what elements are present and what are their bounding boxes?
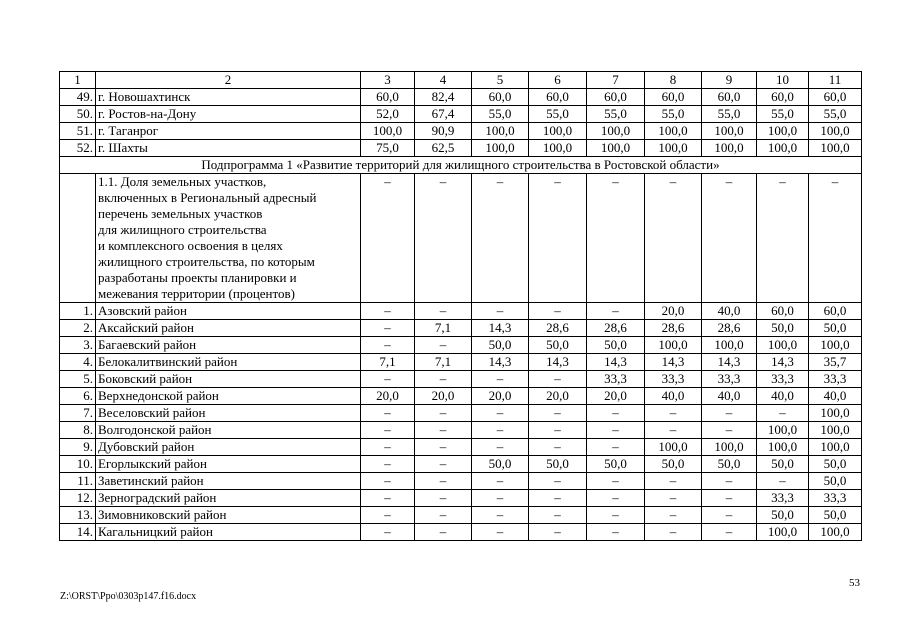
value-cell: – [645, 524, 702, 541]
value-cell: 60,0 [757, 303, 809, 320]
value-cell: 28,6 [645, 320, 702, 337]
value-cell: – [415, 524, 472, 541]
indicator-line: жилищного строительства, по которым [98, 254, 315, 269]
value-cell: 55,0 [587, 106, 645, 123]
value-cell: 100,0 [645, 123, 702, 140]
value-cell: – [702, 490, 757, 507]
row-name: г. Ростов-на-Дону [96, 106, 361, 123]
value-cell: – [415, 456, 472, 473]
indicator-line: разработаны проекты планировки и [98, 270, 297, 285]
row-number: 10. [60, 456, 96, 473]
table-row [60, 473, 862, 490]
value-cell: 50,0 [472, 456, 529, 473]
row-name: Белокалитвинский район [96, 354, 361, 371]
value-cell: 100,0 [809, 405, 862, 422]
value-cell: 100,0 [809, 524, 862, 541]
row-name: Дубовский район [96, 439, 361, 456]
value-cell: – [472, 490, 529, 507]
table-row [60, 140, 862, 157]
row-name: Багаевский район [96, 337, 361, 354]
value-cell: 100,0 [361, 123, 415, 140]
table-row [60, 439, 862, 456]
row-number: 8. [60, 422, 96, 439]
value-cell: – [472, 439, 529, 456]
page-number: 53 [849, 577, 860, 589]
value-cell: – [587, 524, 645, 541]
value-cell: – [529, 422, 587, 439]
value-cell: 100,0 [702, 439, 757, 456]
value-cell: 28,6 [702, 320, 757, 337]
value-cell: – [645, 422, 702, 439]
value-cell: – [415, 337, 472, 354]
value-cell: – [529, 507, 587, 524]
value-cell: 50,0 [809, 473, 862, 490]
indicator-line: и комплексного освоения в целях [98, 238, 283, 253]
value-cell: 50,0 [529, 456, 587, 473]
row-number: 51. [60, 123, 96, 140]
value-cell: 60,0 [809, 89, 862, 106]
value-cell: 100,0 [645, 439, 702, 456]
table-row [60, 456, 862, 473]
value-cell: 60,0 [757, 89, 809, 106]
value-cell: – [702, 507, 757, 524]
value-cell: – [472, 507, 529, 524]
row-number: 7. [60, 405, 96, 422]
column-header: 10 [757, 72, 809, 89]
value-cell: – [645, 473, 702, 490]
table-row [60, 507, 862, 524]
value-cell: – [587, 473, 645, 490]
subprogram-row [60, 157, 862, 174]
row-name: Волгодонской район [96, 422, 361, 439]
row-name: Боковский район [96, 371, 361, 388]
value-cell: – [415, 439, 472, 456]
value-cell: – [361, 405, 415, 422]
row-name: Кагальницкий район [96, 524, 361, 541]
value-cell: – [472, 174, 529, 303]
value-cell: 50,0 [529, 337, 587, 354]
value-cell: 100,0 [702, 337, 757, 354]
indicator-row [60, 174, 862, 303]
value-cell: 50,0 [757, 507, 809, 524]
value-cell: – [587, 439, 645, 456]
table-row [60, 422, 862, 439]
table-row [60, 388, 862, 405]
value-cell: 60,0 [472, 89, 529, 106]
table-row [60, 524, 862, 541]
row-name: г. Шахты [96, 140, 361, 157]
table-row [60, 123, 862, 140]
indicator-line: включенных в Региональный адресный [98, 190, 317, 205]
value-cell: 14,3 [645, 354, 702, 371]
header-row [60, 72, 862, 89]
value-cell: 55,0 [472, 106, 529, 123]
value-cell: 55,0 [529, 106, 587, 123]
value-cell: – [415, 507, 472, 524]
value-cell: – [529, 371, 587, 388]
table-row [60, 89, 862, 106]
value-cell: – [757, 473, 809, 490]
value-cell: – [645, 507, 702, 524]
column-header: 11 [809, 72, 862, 89]
value-cell: 100,0 [702, 140, 757, 157]
indicator-name [96, 174, 361, 303]
value-cell: 50,0 [587, 337, 645, 354]
value-cell: – [529, 524, 587, 541]
value-cell: 20,0 [529, 388, 587, 405]
value-cell: 20,0 [587, 388, 645, 405]
file-path: Z:\ORST\Ppo\0303p147.f16.docx [60, 591, 197, 602]
value-cell: 50,0 [702, 456, 757, 473]
value-cell: 35,7 [809, 354, 862, 371]
value-cell: 50,0 [472, 337, 529, 354]
value-cell: 100,0 [472, 140, 529, 157]
value-cell: 100,0 [757, 422, 809, 439]
column-header: 4 [415, 72, 472, 89]
value-cell: 7,1 [415, 320, 472, 337]
column-header: 6 [529, 72, 587, 89]
table-row [60, 320, 862, 337]
value-cell: 50,0 [809, 320, 862, 337]
value-cell: – [529, 473, 587, 490]
value-cell: 50,0 [587, 456, 645, 473]
indicator-line: межевания территории (процентов) [98, 286, 295, 301]
table-row [60, 106, 862, 123]
value-cell: 67,4 [415, 106, 472, 123]
row-number [60, 174, 96, 303]
value-cell: – [361, 490, 415, 507]
value-cell: 82,4 [415, 89, 472, 106]
indicator-line: для жилищного строительства [98, 222, 267, 237]
row-number: 50. [60, 106, 96, 123]
value-cell: 33,3 [587, 371, 645, 388]
row-number: 11. [60, 473, 96, 490]
value-cell: – [645, 174, 702, 303]
subprogram-title: Подпрограмма 1 «Развитие территорий для жилищного строительства в Ростовской области» [60, 157, 862, 174]
value-cell: – [645, 405, 702, 422]
value-cell: 100,0 [757, 337, 809, 354]
value-cell: 20,0 [415, 388, 472, 405]
value-cell: 7,1 [415, 354, 472, 371]
value-cell: 100,0 [702, 123, 757, 140]
value-cell: 33,3 [757, 371, 809, 388]
value-cell: 14,3 [529, 354, 587, 371]
row-number: 6. [60, 388, 96, 405]
value-cell: – [361, 371, 415, 388]
value-cell: 100,0 [757, 439, 809, 456]
value-cell: – [361, 439, 415, 456]
value-cell: – [587, 303, 645, 320]
value-cell: 100,0 [809, 123, 862, 140]
value-cell: 50,0 [757, 320, 809, 337]
value-cell: 100,0 [757, 140, 809, 157]
value-cell: – [529, 303, 587, 320]
indicator-line: перечень земельных участков [98, 206, 263, 221]
row-number: 3. [60, 337, 96, 354]
row-number: 5. [60, 371, 96, 388]
value-cell: 60,0 [809, 303, 862, 320]
value-cell: 55,0 [809, 106, 862, 123]
value-cell: – [587, 174, 645, 303]
row-name: Азовский район [96, 303, 361, 320]
value-cell: 33,3 [645, 371, 702, 388]
table-row [60, 405, 862, 422]
value-cell: 100,0 [757, 524, 809, 541]
value-cell: 20,0 [645, 303, 702, 320]
row-number: 4. [60, 354, 96, 371]
row-number: 9. [60, 439, 96, 456]
value-cell: 14,3 [472, 354, 529, 371]
value-cell: 33,3 [757, 490, 809, 507]
value-cell: – [587, 405, 645, 422]
value-cell: – [472, 422, 529, 439]
value-cell: – [361, 422, 415, 439]
value-cell: – [757, 405, 809, 422]
value-cell: 100,0 [809, 439, 862, 456]
value-cell: 60,0 [361, 89, 415, 106]
value-cell: – [415, 422, 472, 439]
value-cell: – [361, 337, 415, 354]
value-cell: 55,0 [757, 106, 809, 123]
value-cell: 60,0 [587, 89, 645, 106]
value-cell: 60,0 [702, 89, 757, 106]
value-cell: – [415, 405, 472, 422]
value-cell: 100,0 [809, 140, 862, 157]
data-table [59, 71, 862, 541]
value-cell: 60,0 [529, 89, 587, 106]
row-number: 13. [60, 507, 96, 524]
value-cell: – [361, 473, 415, 490]
value-cell: – [415, 490, 472, 507]
row-name: Зимовниковский район [96, 507, 361, 524]
value-cell: 100,0 [809, 337, 862, 354]
value-cell: – [472, 524, 529, 541]
row-name: г. Таганрог [96, 123, 361, 140]
value-cell: – [361, 524, 415, 541]
row-name: г. Новошахтинск [96, 89, 361, 106]
value-cell: 40,0 [702, 303, 757, 320]
column-header: 9 [702, 72, 757, 89]
value-cell: – [472, 371, 529, 388]
table-row [60, 354, 862, 371]
indicator-line: 1.1. Доля земельных участков, [98, 174, 267, 189]
value-cell: 40,0 [702, 388, 757, 405]
value-cell: 50,0 [757, 456, 809, 473]
value-cell: 33,3 [809, 371, 862, 388]
row-name: Аксайский район [96, 320, 361, 337]
column-header: 8 [645, 72, 702, 89]
value-cell: – [361, 303, 415, 320]
value-cell: 14,3 [757, 354, 809, 371]
value-cell: – [415, 473, 472, 490]
value-cell: 52,0 [361, 106, 415, 123]
value-cell: 100,0 [529, 140, 587, 157]
value-cell: 62,5 [415, 140, 472, 157]
table-row [60, 337, 862, 354]
value-cell: 14,3 [702, 354, 757, 371]
column-header: 7 [587, 72, 645, 89]
value-cell: 60,0 [645, 89, 702, 106]
row-number: 14. [60, 524, 96, 541]
value-cell: – [587, 422, 645, 439]
table-row [60, 303, 862, 320]
value-cell: – [809, 174, 862, 303]
value-cell: – [529, 405, 587, 422]
value-cell: – [587, 507, 645, 524]
value-cell: – [702, 174, 757, 303]
value-cell: 40,0 [757, 388, 809, 405]
value-cell: 28,6 [587, 320, 645, 337]
value-cell: 100,0 [587, 140, 645, 157]
value-cell: – [415, 303, 472, 320]
value-cell: 100,0 [757, 123, 809, 140]
value-cell: 50,0 [809, 456, 862, 473]
row-number: 1. [60, 303, 96, 320]
value-cell: 75,0 [361, 140, 415, 157]
value-cell: 7,1 [361, 354, 415, 371]
value-cell: 33,3 [809, 490, 862, 507]
value-cell: 40,0 [809, 388, 862, 405]
row-name: Егорлыкский район [96, 456, 361, 473]
value-cell: 28,6 [529, 320, 587, 337]
value-cell: 33,3 [702, 371, 757, 388]
value-cell: – [529, 439, 587, 456]
value-cell: 100,0 [529, 123, 587, 140]
value-cell: 14,3 [587, 354, 645, 371]
value-cell: – [702, 405, 757, 422]
row-name: Веселовский район [96, 405, 361, 422]
value-cell: – [415, 174, 472, 303]
row-number: 49. [60, 89, 96, 106]
value-cell: 40,0 [645, 388, 702, 405]
value-cell: – [415, 371, 472, 388]
column-header: 2 [96, 72, 361, 89]
column-header: 1 [60, 72, 96, 89]
value-cell: 55,0 [702, 106, 757, 123]
value-cell: – [702, 524, 757, 541]
value-cell: – [645, 490, 702, 507]
value-cell: – [361, 456, 415, 473]
value-cell: 100,0 [645, 140, 702, 157]
row-name: Заветинский район [96, 473, 361, 490]
value-cell: 55,0 [645, 106, 702, 123]
value-cell: – [587, 490, 645, 507]
value-cell: 100,0 [809, 422, 862, 439]
row-name: Зерноградский район [96, 490, 361, 507]
value-cell: 100,0 [587, 123, 645, 140]
value-cell: – [361, 174, 415, 303]
value-cell: – [361, 507, 415, 524]
value-cell: 50,0 [645, 456, 702, 473]
row-number: 52. [60, 140, 96, 157]
value-cell: 50,0 [809, 507, 862, 524]
column-header: 5 [472, 72, 529, 89]
value-cell: – [702, 473, 757, 490]
value-cell: 100,0 [645, 337, 702, 354]
table-row [60, 490, 862, 507]
row-number: 2. [60, 320, 96, 337]
value-cell: 20,0 [361, 388, 415, 405]
row-number: 12. [60, 490, 96, 507]
value-cell: – [472, 473, 529, 490]
value-cell: 100,0 [472, 123, 529, 140]
value-cell: 14,3 [472, 320, 529, 337]
value-cell: – [472, 405, 529, 422]
value-cell: – [529, 174, 587, 303]
table-row [60, 371, 862, 388]
value-cell: – [757, 174, 809, 303]
column-header: 3 [361, 72, 415, 89]
value-cell: 90,9 [415, 123, 472, 140]
value-cell: – [472, 303, 529, 320]
value-cell: 20,0 [472, 388, 529, 405]
value-cell: – [702, 422, 757, 439]
row-name: Верхнедонской район [96, 388, 361, 405]
value-cell: – [361, 320, 415, 337]
value-cell: – [529, 490, 587, 507]
